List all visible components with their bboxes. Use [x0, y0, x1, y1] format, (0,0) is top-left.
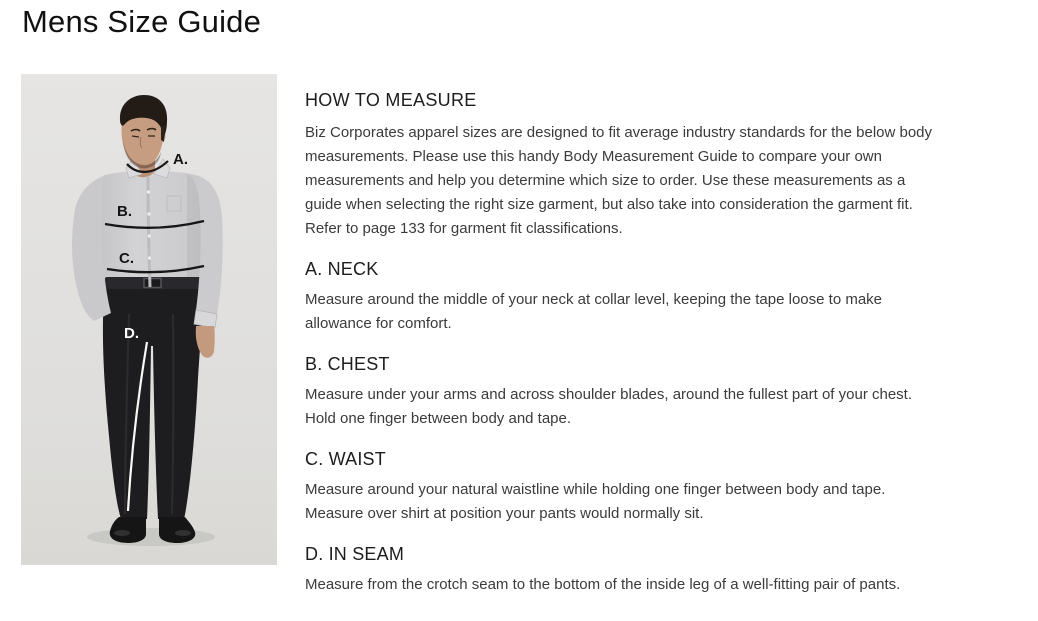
how-to-measure-intro: Biz Corporates apparel sizes are designed to fit average industry standards for the below body measurements. Please use this handy Body Measurement Guide to compare your own measurements and help you determine which size to order. Use these measurements as a guide when selecting the right size garment, but also take into consideration the garment fit. Refer to page 133 for garment fit classifications.: [305, 124, 933, 237]
section-neck: [305, 257, 945, 336]
section-neck-body: Measure around the middle of your neck at collar level, keeping the tape loose to make allowance for comfort.: [305, 291, 883, 332]
belt-buckle: [144, 279, 161, 288]
section-chest: [305, 352, 945, 431]
section-waist: [305, 447, 945, 526]
floor-shadow: [87, 528, 215, 546]
measure-guide-text: [305, 88, 945, 597]
shirt-button: [148, 256, 151, 259]
section-inseam: [305, 542, 945, 597]
how-to-measure-heading: HOW TO MEASURE: [305, 90, 477, 110]
label-d-inseam: D.: [124, 325, 139, 342]
section-inseam-body: Measure from the crotch seam to the bottom of the inside leg of a well-fitting pair of pants.: [305, 576, 901, 593]
shirt-button: [147, 212, 150, 215]
shoe-highlight: [114, 530, 130, 536]
section-chest-heading: B. CHEST: [305, 354, 390, 374]
left-shoe: [110, 517, 146, 543]
section-waist-heading: C. WAIST: [305, 449, 386, 469]
shirt-button: [148, 234, 151, 237]
section-neck-heading: A. NECK: [305, 259, 379, 279]
section-chest-body: Measure under your arms and across shoulder blades, around the fullest part of your chest. Hold one finger between body and tape.: [305, 386, 912, 427]
shirt-button: [147, 190, 150, 193]
shoe-highlight: [175, 530, 191, 536]
measurement-photo: [21, 74, 277, 565]
section-waist-body: Measure around your natural waistline while holding one finger between body and tape. Measure over shirt at position your pants would normally sit.: [305, 481, 886, 522]
label-c-waist: C.: [119, 250, 134, 267]
label-a-neck: A.: [173, 151, 188, 168]
label-b-chest: B.: [117, 203, 132, 220]
section-inseam-heading: D. IN SEAM: [305, 544, 405, 564]
measurement-figure: [21, 74, 277, 565]
page-title: Mens Size Guide: [22, 4, 262, 39]
